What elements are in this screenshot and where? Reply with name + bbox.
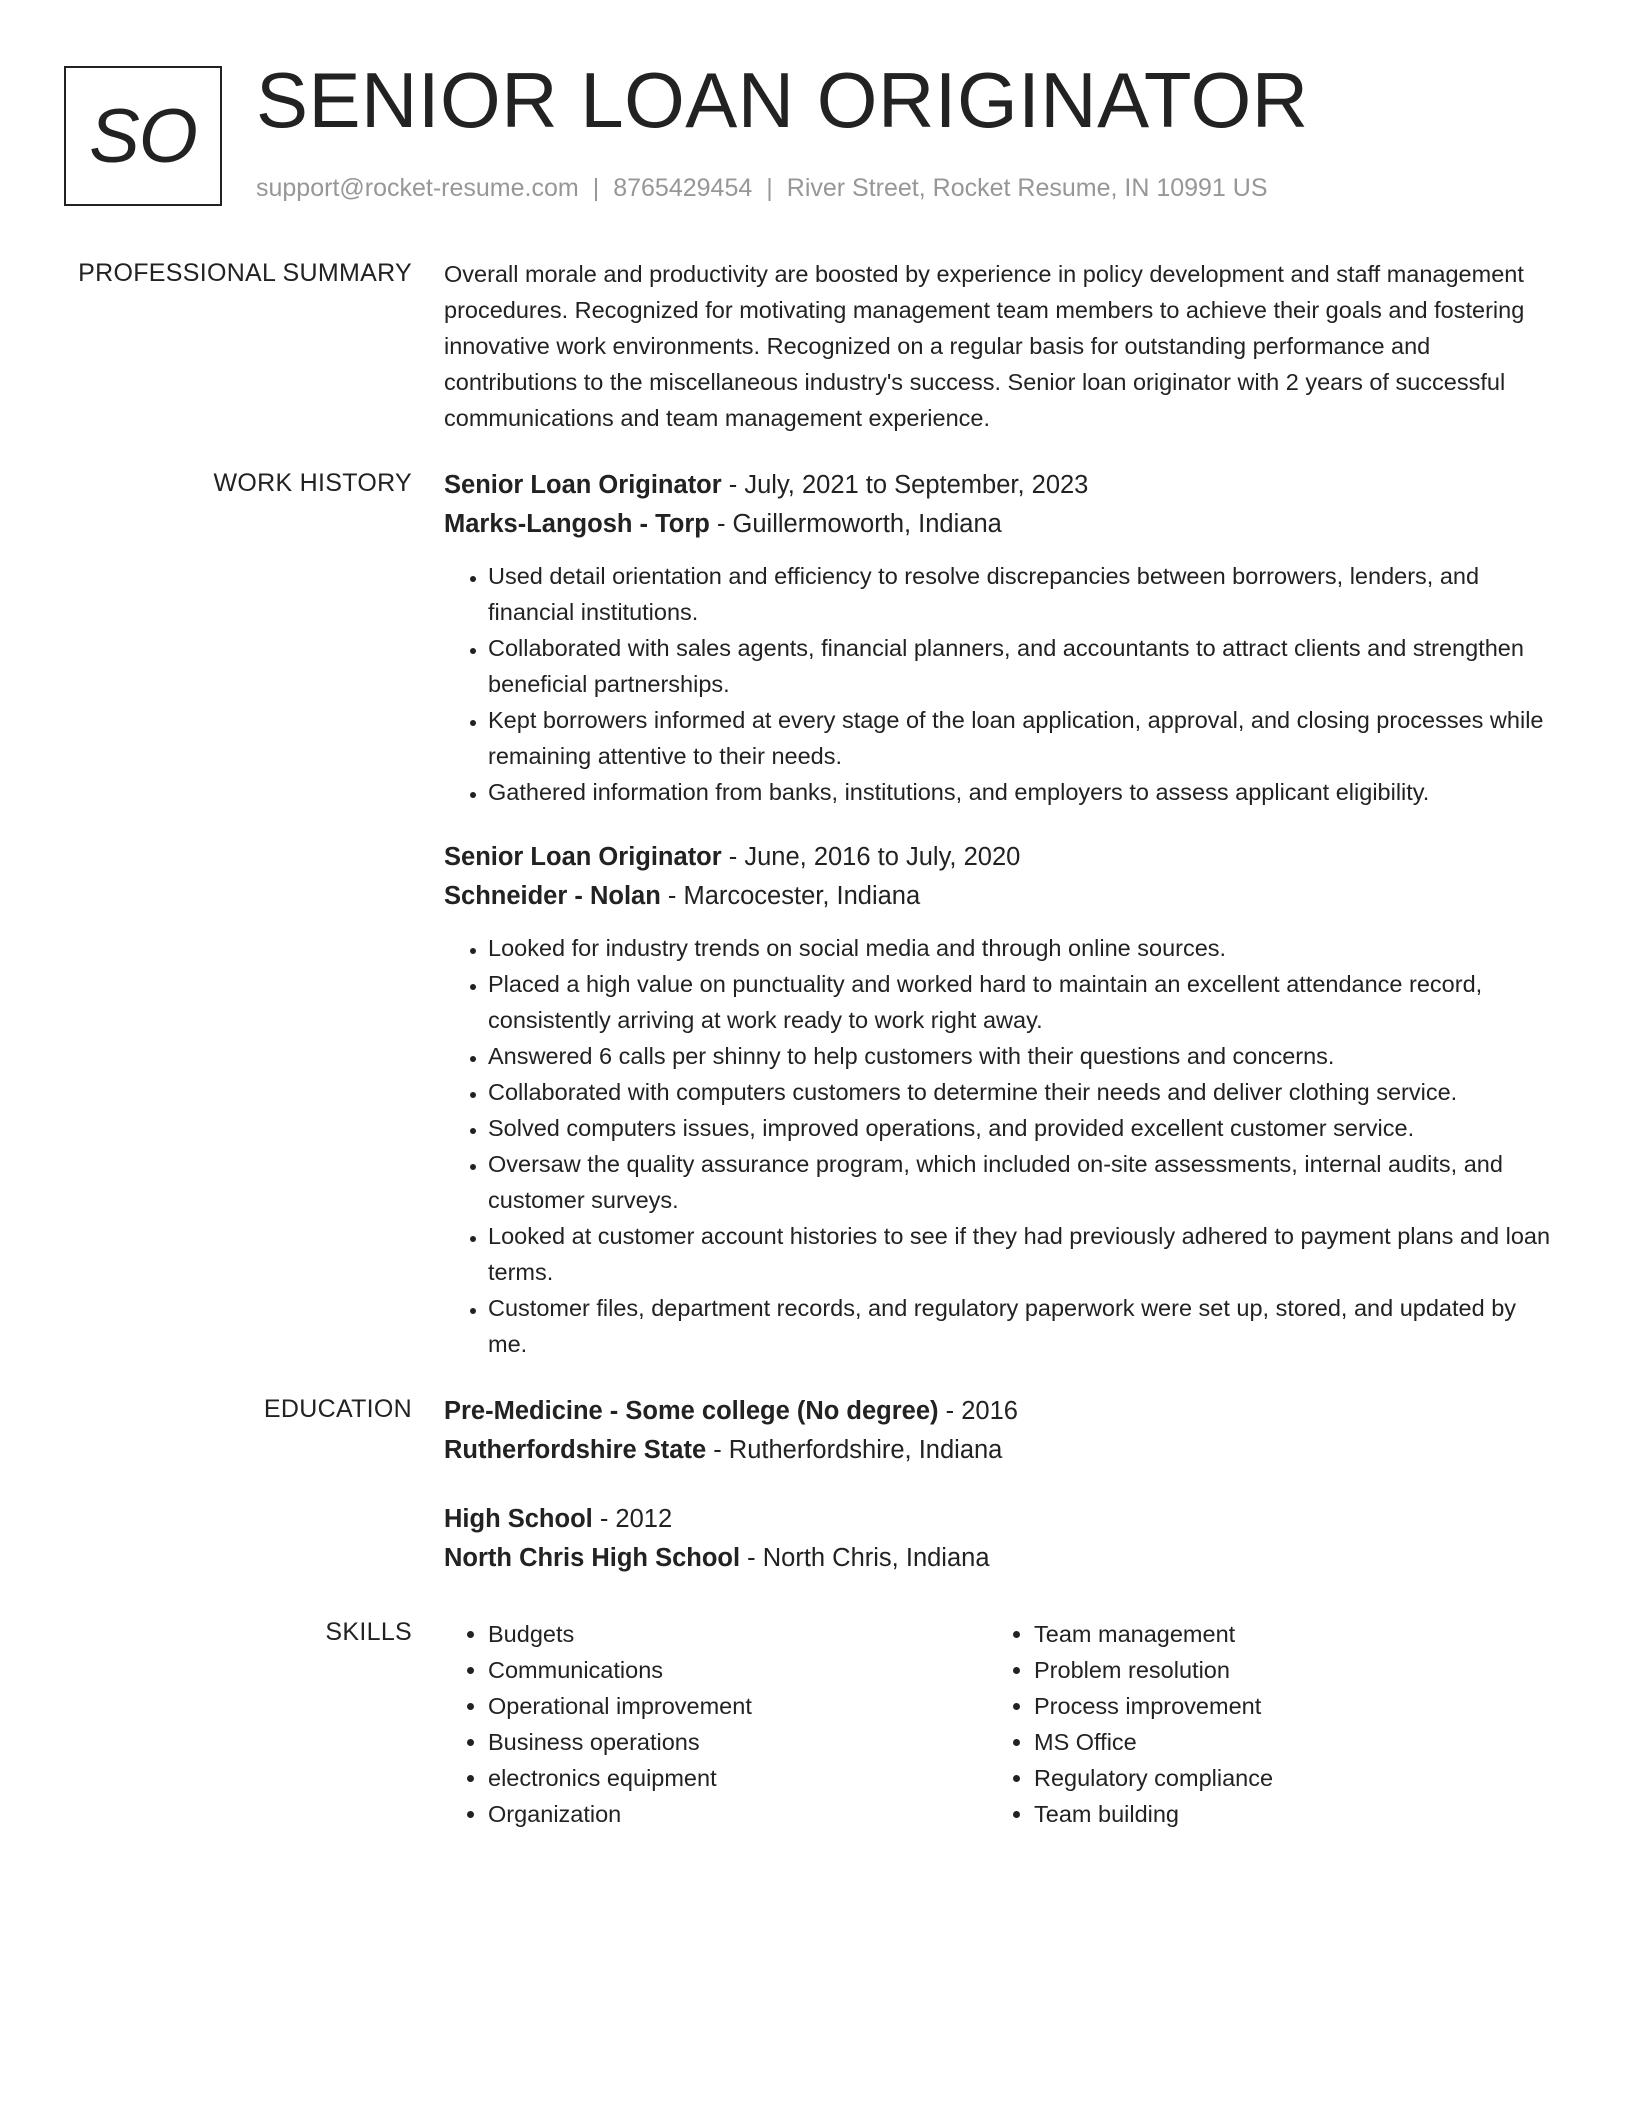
job-location: - Guillermoworth, Indiana	[709, 510, 1002, 538]
summary-heading: PROFESSIONAL SUMMARY	[78, 259, 412, 287]
skills-list	[444, 1616, 990, 1832]
degree-line	[444, 1392, 1554, 1431]
job-bullet: • Oversaw the quality assurance program, which included on-site assessments, internal audits, and customer surveys.	[488, 1146, 1554, 1218]
job-title-line	[444, 466, 1554, 505]
job-bullet: • Solved computers issues, improved operations, and provided excellent customer service.	[488, 1110, 1554, 1146]
education-body	[444, 1392, 1554, 1578]
contact-line	[256, 174, 1268, 203]
contact-separator: |	[766, 174, 773, 202]
school-location: - Rutherfordshire, Indiana	[706, 1436, 1003, 1464]
education-heading: EDUCATION	[263, 1395, 412, 1423]
job-bullet: • Answered 6 calls per shinny to help customers with their questions and concerns.	[488, 1038, 1554, 1074]
job-bullet: • Gathered information from banks, institutions, and employers to assess applicant eligibility.	[488, 774, 1554, 810]
skill-item: • Organization	[488, 1796, 990, 1832]
job-company: Marks-Langosh - Torp	[444, 510, 710, 538]
skill-item: • Regulatory compliance	[1034, 1760, 1536, 1796]
skill-item: • Team management	[1034, 1616, 1536, 1652]
skill-item: • Process improvement	[1034, 1688, 1536, 1724]
education-entry	[444, 1392, 1554, 1470]
job-dates: - July, 2021 to September, 2023	[721, 471, 1089, 499]
job-entry	[444, 466, 1554, 810]
skills-columns	[444, 1616, 1554, 1832]
summary-body	[444, 256, 1554, 436]
skill-item: • Budgets	[488, 1616, 990, 1652]
education-entry	[444, 1500, 1554, 1578]
skills-column-left	[444, 1616, 990, 1832]
job-bullet: • Customer files, department records, and regulatory paperwork were set up, stored, and updated by me.	[488, 1290, 1554, 1362]
degree-year: - 2012	[592, 1505, 673, 1533]
school-name: North Chris High School	[444, 1544, 741, 1572]
contact-phone[interactable]: 8765429454	[613, 174, 753, 202]
school-name: Rutherfordshire State	[444, 1436, 707, 1464]
job-bullet: • Collaborated with computers customers to determine their needs and deliver clothing service.	[488, 1074, 1554, 1110]
job-company-line	[444, 877, 1554, 916]
skill-item: • Team building	[1034, 1796, 1536, 1832]
job-dates: - June, 2016 to July, 2020	[721, 843, 1021, 871]
job-title: Senior Loan Originator	[444, 843, 722, 871]
degree-name: High School	[444, 1505, 593, 1533]
school-location: - North Chris, Indiana	[740, 1544, 990, 1572]
job-title-line	[444, 838, 1554, 877]
job-location: - Marcocester, Indiana	[660, 882, 921, 910]
work-history-heading: WORK HISTORY	[213, 469, 412, 497]
skills-body	[444, 1616, 1554, 1832]
skill-item: • MS Office	[1034, 1724, 1536, 1760]
job-company-line	[444, 505, 1554, 544]
job-bullets	[444, 558, 1554, 810]
resume-title: SENIOR LOAN ORIGINATOR	[256, 56, 1309, 144]
school-line	[444, 1539, 1554, 1578]
monogram-box	[64, 66, 222, 206]
skill-item: • Problem resolution	[1034, 1652, 1536, 1688]
skill-item: • Operational improvement	[488, 1688, 990, 1724]
skills-list	[990, 1616, 1536, 1832]
skill-item: • electronics equipment	[488, 1760, 990, 1796]
job-bullet: • Used detail orientation and efficiency to resolve discrepancies between borrowers, lenders, and financial institutions.	[488, 558, 1554, 630]
contact-email[interactable]: support@rocket-resume.com	[256, 174, 579, 202]
contact-separator: |	[592, 174, 600, 202]
school-line	[444, 1431, 1554, 1470]
degree-line	[444, 1500, 1554, 1539]
contact-address: River Street, Rocket Resume, IN 10991 US	[786, 174, 1268, 202]
skill-item: • Communications	[488, 1652, 990, 1688]
work-history-body	[444, 466, 1554, 1362]
job-bullet: • Collaborated with sales agents, financial planners, and accountants to attract clients and strengthen beneficial partnerships.	[488, 630, 1554, 702]
job-bullets	[444, 930, 1554, 1362]
skills-column-right	[990, 1616, 1536, 1832]
skills-heading: SKILLS	[325, 1618, 412, 1646]
summary-text: Overall morale and productivity are boosted by experience in policy development and staff management procedures. Recognized for motivating management team members to achieve their goals and fostering innovative work environments. Recognized on a regular basis for outstanding performance and contributions to the miscellaneous industry's success. Senior loan originator with 2 years of successful communications and team management experience.	[444, 261, 1525, 431]
job-bullet: • Looked for industry trends on social media and through online sources.	[488, 930, 1554, 966]
job-company: Schneider - Nolan	[444, 882, 661, 910]
job-entry	[444, 838, 1554, 1362]
monogram-initials: SO	[89, 93, 197, 179]
job-bullet: • Looked at customer account histories to see if they had previously adhered to payment plans and loan terms.	[488, 1218, 1554, 1290]
skill-item: • Business operations	[488, 1724, 990, 1760]
job-title: Senior Loan Originator	[444, 471, 722, 499]
job-bullet: • Kept borrowers informed at every stage of the loan application, approval, and closing processes while remaining attentive to their needs.	[488, 702, 1554, 774]
degree-name: Pre-Medicine - Some college (No degree)	[444, 1397, 939, 1425]
degree-year: - 2016	[938, 1397, 1018, 1425]
job-bullet: • Placed a high value on punctuality and worked hard to maintain an excellent attendance record, consistently arriving at work ready to work right away.	[488, 966, 1554, 1038]
